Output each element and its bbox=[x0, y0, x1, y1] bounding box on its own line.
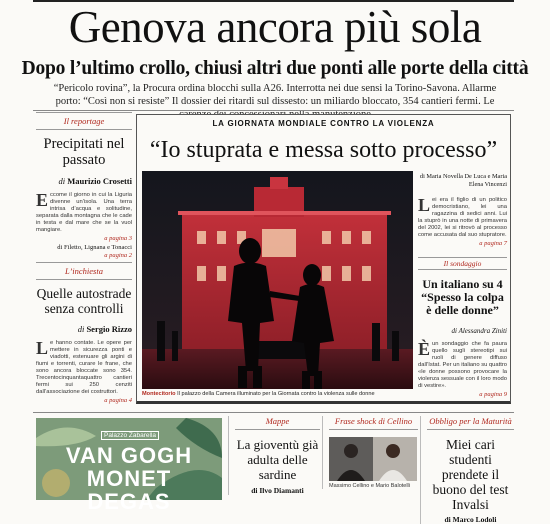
maturita-kicker: Obbligo per la Maturità bbox=[427, 416, 514, 430]
cellino-photo[interactable] bbox=[329, 437, 417, 481]
caption-place: Montecitorio bbox=[142, 391, 176, 397]
mappe-kicker: Mappe bbox=[235, 416, 320, 430]
exhibition-ad[interactable] bbox=[36, 418, 222, 514]
secondary-byline: di Filetto, Lignana e Tonacci bbox=[57, 244, 132, 251]
feature-body-text: ei era il figlio di un politico democristiano, lei una ragazzina di sedici anni. Lui la stuprò in una notte di primavera del 2002, lei si ritrovò al processo come accusata dal suo stupratore. bbox=[418, 197, 507, 238]
inchiesta-kicker: L’inchiesta bbox=[65, 266, 103, 276]
maturita-title[interactable]: Miei cari studenti prendete il buono del test Invalsi bbox=[432, 437, 509, 512]
mappe-byline: di Ilvo Diamanti bbox=[251, 486, 304, 495]
caption-text: Il palazzo della Camera illuminato per la Giornata contro la violenza sulle donne bbox=[177, 391, 375, 397]
feature-byline: di Maria Novella De Luca e Maria Elena Vincenzi bbox=[419, 173, 507, 188]
reportage-byline bbox=[36, 176, 132, 186]
cellino-photo-image bbox=[329, 437, 417, 481]
byline-prefix: di bbox=[77, 324, 85, 334]
page-reference[interactable]: a pagina 7 bbox=[479, 240, 507, 247]
cellino-kicker: Frase shock di Cellino bbox=[329, 416, 418, 430]
subheadline[interactable]: Dopo l’ultimo crollo, chiusi altri due ponti alle porte della città bbox=[21, 58, 529, 79]
feature-body bbox=[418, 197, 507, 239]
ad-line: DEGAS bbox=[87, 489, 171, 514]
byline-prefix: di bbox=[58, 176, 66, 186]
maturita-byline: di Marco Lodoli bbox=[444, 515, 497, 524]
reportage-body bbox=[36, 192, 132, 234]
dropcap: E bbox=[36, 190, 49, 210]
ad-line: MONET bbox=[86, 466, 172, 491]
byline-name: Maurizio Crosetti bbox=[67, 176, 132, 186]
reportage-body-text: ccome il giorno in cui la Liguria divenne un’isola. Una terra intrisa d’acqua e solitudine, separata dalla montagna che le cade in testa e dal mare che se la vuol mangiare. bbox=[36, 192, 132, 233]
cellino-column bbox=[322, 416, 418, 489]
page-reference[interactable]: a pagina 2 bbox=[104, 252, 132, 259]
maturita-column bbox=[420, 416, 514, 524]
inchiesta-kicker-box bbox=[36, 262, 132, 280]
main-headline[interactable]: Genova ancora più sola bbox=[68, 2, 482, 52]
survey-body-text: un sondaggio che fa paura quello sugli stereotipi sui ruoli di genere diffuso dall’Istat. Per un italiano su quattro «le donne possono provocare la violenza sessuale con il loro modo di vestire». bbox=[418, 341, 507, 389]
survey-byline: di Alessandra Ziniti bbox=[451, 327, 507, 335]
reportage-title[interactable]: Precipitati nel passato bbox=[43, 136, 125, 168]
reportage-kicker-box bbox=[36, 112, 132, 130]
feature-box bbox=[136, 114, 511, 404]
lower-divider bbox=[33, 412, 514, 413]
page-reference[interactable]: a pagina 4 bbox=[104, 397, 132, 404]
page-reference[interactable]: a pagina 3 bbox=[104, 235, 132, 242]
feature-kicker: LA GIORNATA MONDIALE CONTRO LA VIOLENZA bbox=[212, 119, 435, 128]
cellino-caption: Massimo Cellino e Mario Balotelli bbox=[329, 483, 411, 489]
survey-title[interactable]: Un italiano su 4 “Spesso la colpa è delle donne” bbox=[421, 277, 504, 317]
mappe-column bbox=[228, 416, 320, 495]
byline-name: Sergio Rizzo bbox=[86, 324, 132, 334]
page-reference[interactable]: a pagina 9 bbox=[479, 391, 507, 398]
section-divider bbox=[33, 110, 514, 111]
dropcap: L bbox=[36, 338, 49, 358]
inchiesta-body bbox=[36, 340, 132, 396]
photo-caption bbox=[142, 391, 413, 397]
headline-summary: “Pericolo rovina”, la Procura ordina blocchi sulla A26. Interrotta nei due sensi la Torino-Savona. Allarme porto: “Così non si resiste” Il dossier dei ritardi sul dissesto: un miliardo bloccato, 354 cantieri fermi. Le bbox=[53, 83, 497, 107]
survey-kicker: Il sondaggio bbox=[418, 257, 507, 270]
left-column bbox=[36, 112, 132, 404]
inchiesta-body-text: e hanno contate. Le opere per mettere in sicurezza ponti e viadotti, estenuare gli argini di fiumi e torrenti, curare le frane, che sono ancora bloccate sono 354. Trecentocinquantaquattro cantieri fermi sui 250 cenziti dall’associazione dei costruttori. bbox=[36, 340, 132, 395]
inchiesta-title[interactable]: Quelle autostrade senza controlli bbox=[36, 286, 132, 316]
ad-line: VAN GOGH bbox=[65, 443, 193, 468]
photo-illustration bbox=[142, 171, 413, 389]
reportage-kicker: Il reportage bbox=[63, 116, 105, 126]
montecitorio-photo[interactable] bbox=[142, 171, 413, 389]
feature-side-column bbox=[418, 173, 507, 398]
inchiesta-byline bbox=[36, 324, 132, 334]
dropcap: È bbox=[418, 339, 431, 359]
mappe-title[interactable]: La gioventù già adulta delle sardine bbox=[236, 437, 319, 482]
feature-title[interactable]: “Io stuprata e messa sotto processo” bbox=[149, 137, 498, 163]
dropcap: L bbox=[418, 195, 431, 215]
ad-brand: Palazzo Zabarella bbox=[101, 431, 159, 440]
survey-body bbox=[418, 341, 507, 390]
